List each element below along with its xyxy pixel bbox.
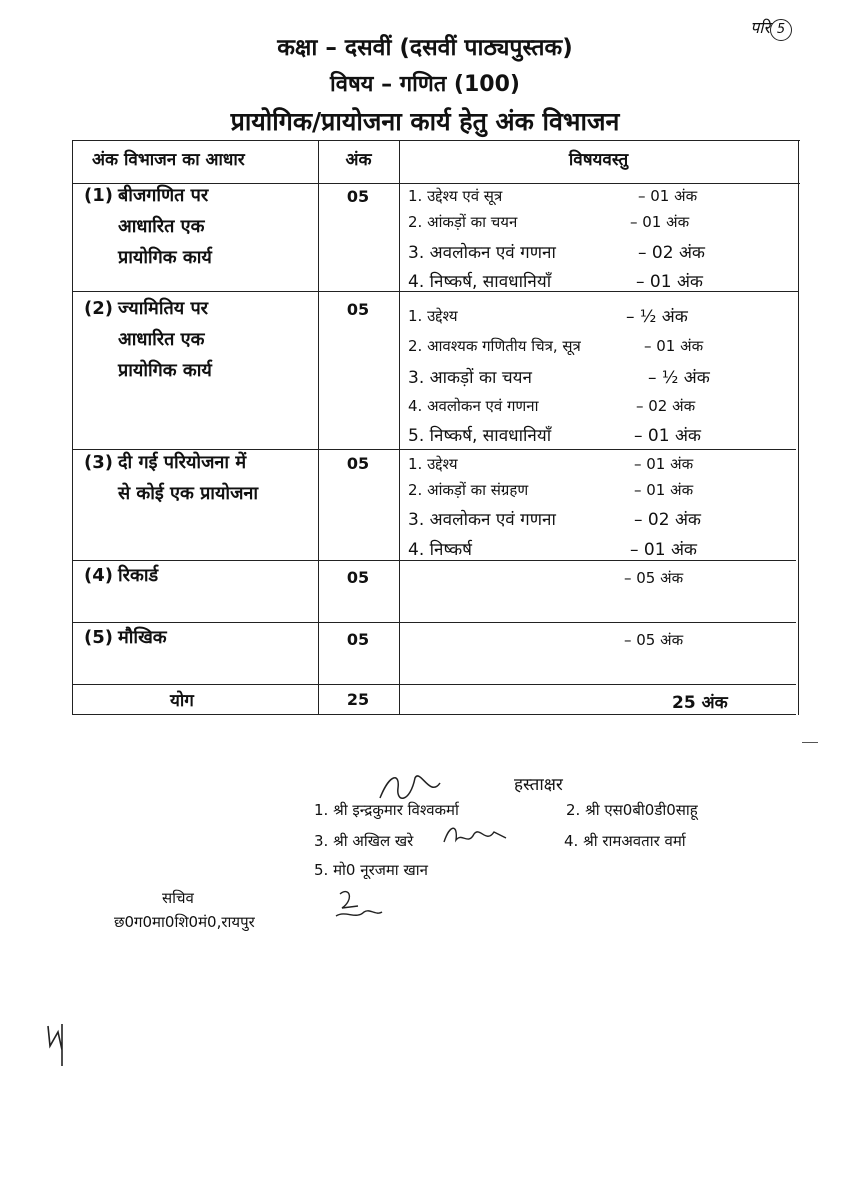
row-divider xyxy=(72,622,796,623)
column-header-marks: अंक xyxy=(345,150,372,170)
content-item: 4. निष्कर्ष, सावधानियाँ xyxy=(408,272,552,292)
row-marks: 05 xyxy=(346,300,370,319)
row-marks: 05 xyxy=(346,568,370,587)
content-item: 3. आकड़ों का चयन xyxy=(408,368,532,388)
total-label: योग xyxy=(170,691,194,711)
column-divider xyxy=(399,140,400,715)
signature-heading: हस्ताक्षर xyxy=(514,775,563,795)
content-item: 1. उद्देश्य एवं सूत्र xyxy=(408,187,503,205)
member-2: 2. श्री एस0बी0डी0साहू xyxy=(566,801,698,819)
content-item: 1. उद्देश्य xyxy=(408,307,458,325)
content-mark: – 05 अंक xyxy=(624,569,684,587)
handwritten-signature-3 xyxy=(440,822,510,852)
content-item: 2. आवश्यक गणितीय चित्र, सूत्र xyxy=(408,337,581,355)
row-marks: 05 xyxy=(346,187,370,206)
content-mark: – 05 अंक xyxy=(624,631,684,649)
secretary-org: छ0ग0मा0शि0मं0,रायपुर xyxy=(114,913,255,931)
basis-line: बीजगणित पर xyxy=(118,185,209,206)
basis-line: दी गई परियोजना में xyxy=(118,452,247,473)
row-number: (4) xyxy=(84,565,113,586)
table-left-border xyxy=(72,140,73,715)
content-mark: – 01 अंक xyxy=(630,540,697,560)
column-header-basis: अंक विभाजन का आधार xyxy=(92,150,245,170)
content-mark: – 02 अंक xyxy=(636,397,696,415)
content-item: 3. अवलोकन एवं गणना xyxy=(408,510,556,530)
class-title: कक्षा – दसवीं (दसवीं पाठ्यपुस्तक) xyxy=(277,35,573,61)
content-mark: – 01 अंक xyxy=(634,455,694,473)
content-mark: – 01 अंक xyxy=(634,481,694,499)
content-mark: – 01 अंक xyxy=(644,337,704,355)
member-3: 3. श्री अखिल खरे xyxy=(314,832,414,850)
table-right-border xyxy=(798,140,799,715)
row-basis xyxy=(118,180,212,273)
row-number: (5) xyxy=(84,627,113,648)
basis-line: ज्यामितिय पर xyxy=(118,298,209,319)
margin-initial-mark xyxy=(40,1016,80,1076)
total-marks: 25 xyxy=(346,690,370,709)
row-number: (1) xyxy=(84,185,113,206)
handwritten-signature-secretary xyxy=(330,886,390,926)
document-title: प्रायोगिक/प्रायोजना कार्य हेतु अंक विभाजन xyxy=(230,107,620,136)
basis-line: प्रायोगिक कार्य xyxy=(118,247,212,268)
total-content: 25 अंक xyxy=(672,693,728,713)
content-mark: – 01 अंक xyxy=(634,426,701,446)
table-top-border xyxy=(72,140,800,141)
column-divider xyxy=(318,140,319,715)
content-item: 5. निष्कर्ष, सावधानियाँ xyxy=(408,426,552,446)
content-item: 2. आंकड़ों का संग्रहण xyxy=(408,481,529,499)
secretary-title: सचिव xyxy=(162,889,194,907)
column-header-content: विषयवस्तु xyxy=(568,150,629,170)
content-item: 4. निष्कर्ष xyxy=(408,540,473,560)
member-5: 5. मो0 नूरजमा खान xyxy=(314,861,428,879)
content-mark: – 01 अंक xyxy=(636,272,703,292)
basis-line: आधारित एक xyxy=(118,329,205,350)
handwritten-signature-1 xyxy=(370,768,450,808)
basis-line: प्रायोगिक कार्य xyxy=(118,360,212,381)
member-1: 1. श्री इन्द्रकुमार विश्वकर्मा xyxy=(314,801,459,819)
row-divider xyxy=(72,684,796,685)
content-item: 1. उद्देश्य xyxy=(408,455,458,473)
content-item: 2. आंकड़ों का चयन xyxy=(408,213,518,231)
content-mark: – 01 अंक xyxy=(638,187,698,205)
table-bottom-border xyxy=(72,714,796,715)
subject-title: विषय – गणित (100) xyxy=(330,72,520,97)
page-number: 5 xyxy=(770,19,792,41)
member-4: 4. श्री रामअवतार वर्मा xyxy=(564,832,686,850)
content-mark: – 02 अंक xyxy=(634,510,701,530)
page-mark-text: परि xyxy=(750,18,770,37)
content-mark: – ½ अंक xyxy=(648,368,710,388)
content-item: 3. अवलोकन एवं गणना xyxy=(408,243,556,263)
row-basis xyxy=(118,293,212,386)
row-number: (2) xyxy=(84,298,113,319)
row-basis: मौखिक xyxy=(118,627,167,648)
row-marks: 05 xyxy=(346,630,370,649)
row-marks: 05 xyxy=(346,454,370,473)
basis-line: से कोई एक प्रायोजना xyxy=(118,483,259,504)
row-basis xyxy=(118,447,258,509)
row-number: (3) xyxy=(84,452,113,473)
content-mark: – 02 अंक xyxy=(638,243,705,263)
content-mark: – 01 अंक xyxy=(630,213,690,231)
row-divider xyxy=(72,560,796,561)
row-basis: रिकार्ड xyxy=(118,565,159,586)
basis-line: आधारित एक xyxy=(118,216,205,237)
content-mark: – ½ अंक xyxy=(626,307,688,327)
stray-mark xyxy=(802,742,818,743)
content-item: 4. अवलोकन एवं गणना xyxy=(408,397,539,415)
